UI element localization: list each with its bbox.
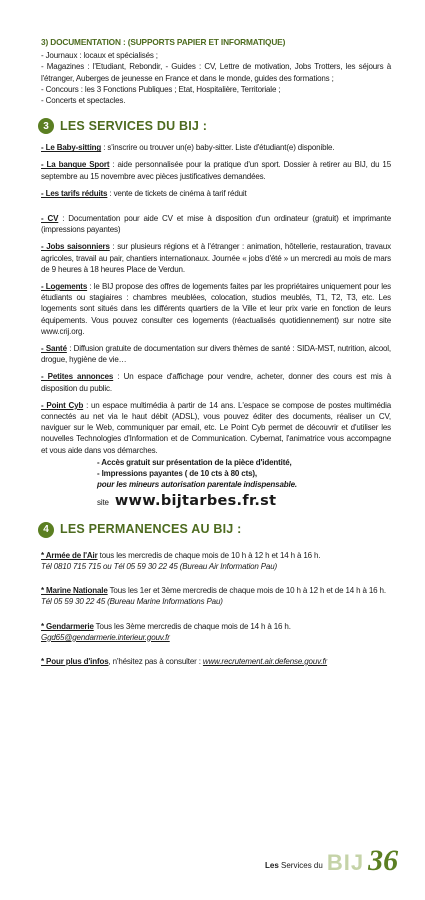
page-number: 36 [368,844,399,877]
content [41,37,391,675]
permanence-text: tous les mercredis de chaque mois de 10 h à 12 h et 14 h à 16 h. [97,550,321,560]
service-item [41,371,391,393]
services-header [38,118,391,134]
service-text: : s'inscrire ou trouver un(e) baby-sitter. Liste d'étudiant(e) disponible. [101,143,335,153]
permanences-header [38,522,391,538]
section-number-badge: 3 [38,118,54,134]
page-footer [265,846,398,876]
permanence-text: Tous les 1er et 3ème mercredis de chaque mois de 10 h à 12 h et de 14 h à 16 h. [107,586,386,596]
footer-label-rest: Services du [278,861,323,870]
service-term: - CV [41,214,59,224]
doc-line: - Magazines : l'Etudiant, Rebondir, - Guides : CV, Lettre de motivation, Jobs Trotters, les séjours à l'étranger, Auberges de jeunesse en France et dans le monde, guides des formations ; [41,62,391,83]
services-list [41,142,391,507]
permanence-term: * Pour plus d'infos [41,656,109,666]
permanence-contact: Tél 05 59 30 22 45 (Bureau Marine Informations Pau) [41,597,223,607]
service-text: : vente de tickets de cinéma à tarif réduit [107,188,247,198]
documentation-section [41,37,391,106]
doc-line: - Concerts et spectacles. [41,96,126,106]
service-item [41,159,391,181]
permanences-list [41,550,391,667]
permanence-item [41,550,391,572]
service-item [41,188,391,199]
documentation-heading: 3) DOCUMENTATION : (SUPPORTS PAPIER ET INFORMATIQUE) [41,37,286,47]
cyb-note [41,479,391,490]
service-text: : sur plusieurs régions et à l'étranger : animation, hôtellerie, restauration, travaux agricoles, travail au pair, chantiers internationaux. Journée « jobs d'été » un mercredi au mois de mars de 9 heures à 18 heures Place de Verdun. [41,242,391,274]
cyb-note: - Impressions payantes ( de 10 cts à 80 cts), [97,469,257,479]
service-item [41,241,391,275]
permanence-term: * Gendarmerie [41,621,94,631]
service-term: - Les tarifs réduits [41,188,108,198]
service-term: - La banque Sport [41,160,110,170]
permanence-item [41,585,391,607]
service-text: : Diffusion gratuite de documentation sur divers thèmes de santé : SIDA-MST, nutrition, alcool, drogue, hygiène de vie… [41,344,392,365]
doc-line: - Journaux : locaux et spécialisés ; [41,51,158,61]
footer-label-bold: Les [265,861,279,870]
permanence-term: * Armée de l'Air [41,550,98,560]
service-term: - Point Cyb [41,400,84,410]
service-item [41,281,391,337]
service-term: - Petites annonces [41,372,114,382]
permanence-contact: Tél 0810 715 715 ou Tél 05 59 30 22 45 (Bureau Air Information Pau) [41,561,278,571]
footer-bij-logo: BIJ [326,850,365,875]
permanence-item [41,621,391,643]
service-text: : aide personnalisée pour la pratique d'un sport. Dossier à retirer au BIJ, du 15 septembre au 15 novembre avec pièces justificatives demandées. [41,160,392,181]
service-text: : le BIJ propose des offres de logements faites par les propriétaires uniquement pour les étudiants ou stagiaires : chambres meublées, colocation, studios meublés, T1, T2, T3, etc. Les logements sont situés dans les différents quartiers de la Ville et leur prix varie en fonction de leurs équipements. Vous pouvez consulter ces logements (réactualisés quotidiennement) sur notre site www.crij.org. [41,282,391,336]
service-item [41,142,391,153]
service-term: - Logements [41,282,88,292]
site-url[interactable]: www.bijtarbes.fr.st [114,492,277,509]
section-number-badge: 4 [38,522,54,538]
service-item [41,213,391,235]
service-item [41,400,391,456]
service-term: - Le Baby-sitting [41,143,102,153]
permanence-item [41,656,391,667]
permanence-email-link[interactable]: Ggd65@gendarmerie.interieur.gouv.fr [41,632,170,642]
service-term: - Jobs saisonniers [41,242,110,252]
service-term: - Santé [41,344,67,354]
footer-label [265,861,323,870]
service-text: : un espace multimédia à partir de 14 ans. L'espace se compose de postes multimédia connectés au net via le haut débit (ADSL), vous pouvez éditer des documents, réaliser un CV, naviguer sur le Web, communiquer par email, etc. Le Point Cyb permet de découvrir et d'utiliser les nouvelles Technologies d'Information et de Communication. Cybernat, l'animatrice vous accompagne et vous aide dans vos démarches. [41,400,392,455]
service-item [41,343,391,365]
permanences-title: LES PERMANENCES AU BIJ : [60,522,242,537]
doc-line: - Concours : les 3 Fonctions Publiques ; Etat, Hospitalière, Territoriale ; [41,84,281,94]
recruitment-link[interactable]: www.recrutement.air.defense.gouv.fr [202,656,328,666]
cyb-note: - Accès gratuit sur présentation de la pièce d'identité, [97,457,292,467]
site-row [41,492,391,509]
service-text: : Documentation pour aide CV et mise à disposition d'un ordinateur (gratuit) et imprimante (impressions payantes) [41,214,391,235]
site-label: site [97,497,109,507]
permanence-text: Tous les 3ème mercredis de chaque mois de 14 h à 16 h. [93,621,291,631]
services-title: LES SERVICES DU BIJ : [60,118,208,133]
permanence-text: , n'hésitez pas à consulter : [108,656,203,666]
cyb-minors-note: pour les mineurs autorisation parentale indispensable. [97,480,297,490]
permanence-term: * Marine Nationale [41,586,108,596]
service-text: : Un espace d'affichage pour vendre, acheter, donner des cours est mis à disposition du public. [41,372,391,393]
